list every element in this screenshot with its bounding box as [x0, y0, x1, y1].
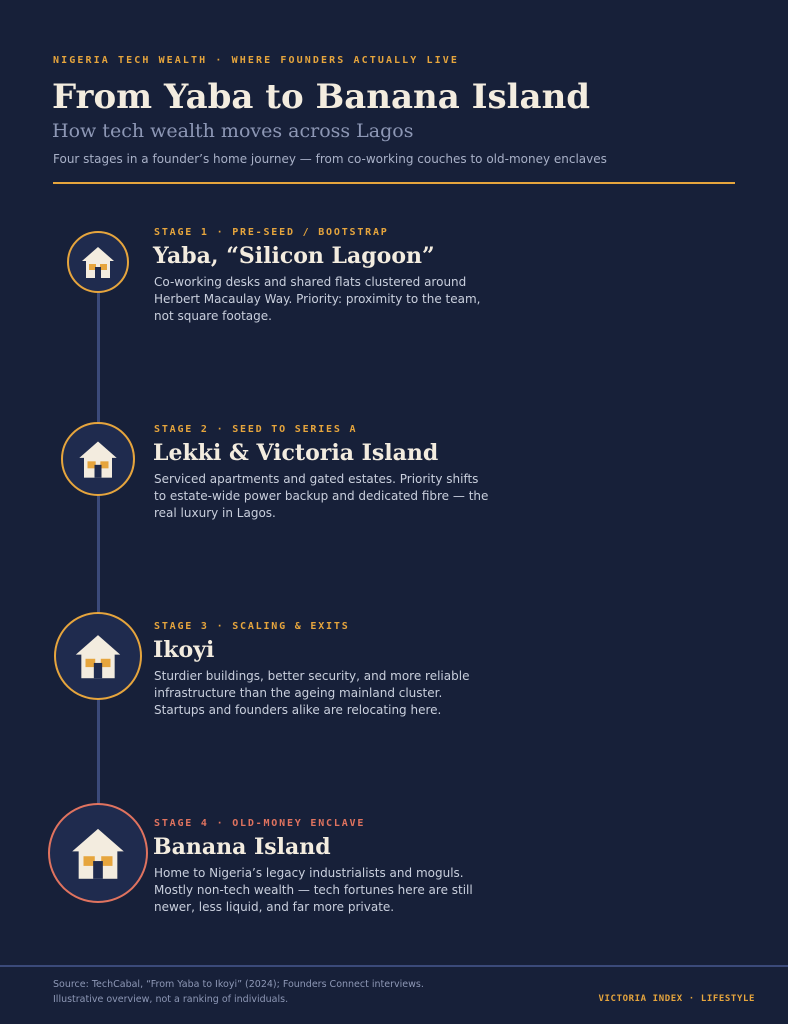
house-icon	[73, 631, 123, 681]
stage-3-title: Ikoyi	[153, 637, 215, 663]
house-icon	[80, 244, 116, 280]
stage-3	[154, 620, 494, 719]
stage-4	[154, 817, 494, 916]
page-title: From Yaba to Banana Island	[52, 77, 591, 117]
stage-4-label: STAGE 4 · OLD-MONEY ENCLAVE	[154, 818, 366, 829]
stage-1	[154, 226, 494, 325]
stage-4-marker	[48, 803, 148, 903]
stage-1-desc: Co-working desks and shared flats clustered around Herbert Macaulay Way. Priority: proximity to the team, not square footage.	[154, 275, 481, 323]
stage-2-title: Lekki & Victoria Island	[153, 440, 439, 466]
house-icon	[69, 824, 127, 882]
stage-1-title: Yaba, “Silicon Lagoon”	[153, 243, 435, 269]
stage-3-label: STAGE 3 · SCALING & EXITS	[154, 621, 350, 632]
page-dek: Four stages in a founder’s home journey — from co-working couches to old-money enclaves	[53, 152, 607, 166]
stage-3-desc: Sturdier buildings, better security, and more reliable infrastructure than the ageing mainland cluster. Startups and founders alike are relocating here.	[154, 669, 470, 717]
stage-4-title: Banana Island	[153, 834, 331, 860]
kicker: NIGERIA TECH WEALTH · WHERE FOUNDERS ACTUALLY LIVE	[53, 55, 460, 66]
stage-2-desc: Serviced apartments and gated estates. Priority shifts to estate-wide power backup and dedicated fibre — the real luxury in Lagos.	[154, 472, 489, 520]
stage-2	[154, 423, 494, 522]
stage-1-marker	[67, 231, 129, 293]
timeline-line	[97, 262, 100, 854]
stage-3-marker	[54, 612, 142, 700]
header-divider	[53, 182, 735, 184]
brand-credit: VICTORIA INDEX · LIFESTYLE	[598, 994, 755, 1004]
page-subtitle: How tech wealth moves across Lagos	[52, 120, 414, 142]
stage-4-desc: Home to Nigeria’s legacy industrialists and moguls. Mostly non-tech wealth — tech fortunes here are still newer, less liquid, and far more private.	[154, 866, 473, 914]
source-note	[53, 978, 424, 1007]
source-line-1: Source: TechCabal, “From Yaba to Ikoyi” (2024); Founders Connect interviews.	[53, 979, 424, 990]
house-icon	[77, 438, 119, 480]
stage-1-label: STAGE 1 · PRE-SEED / BOOTSTRAP	[154, 227, 389, 238]
source-line-2: Illustrative overview, not a ranking of individuals.	[53, 993, 289, 1005]
footer-divider	[0, 965, 788, 967]
stage-2-marker	[61, 422, 135, 496]
stage-2-label: STAGE 2 · SEED TO SERIES A	[154, 424, 358, 435]
